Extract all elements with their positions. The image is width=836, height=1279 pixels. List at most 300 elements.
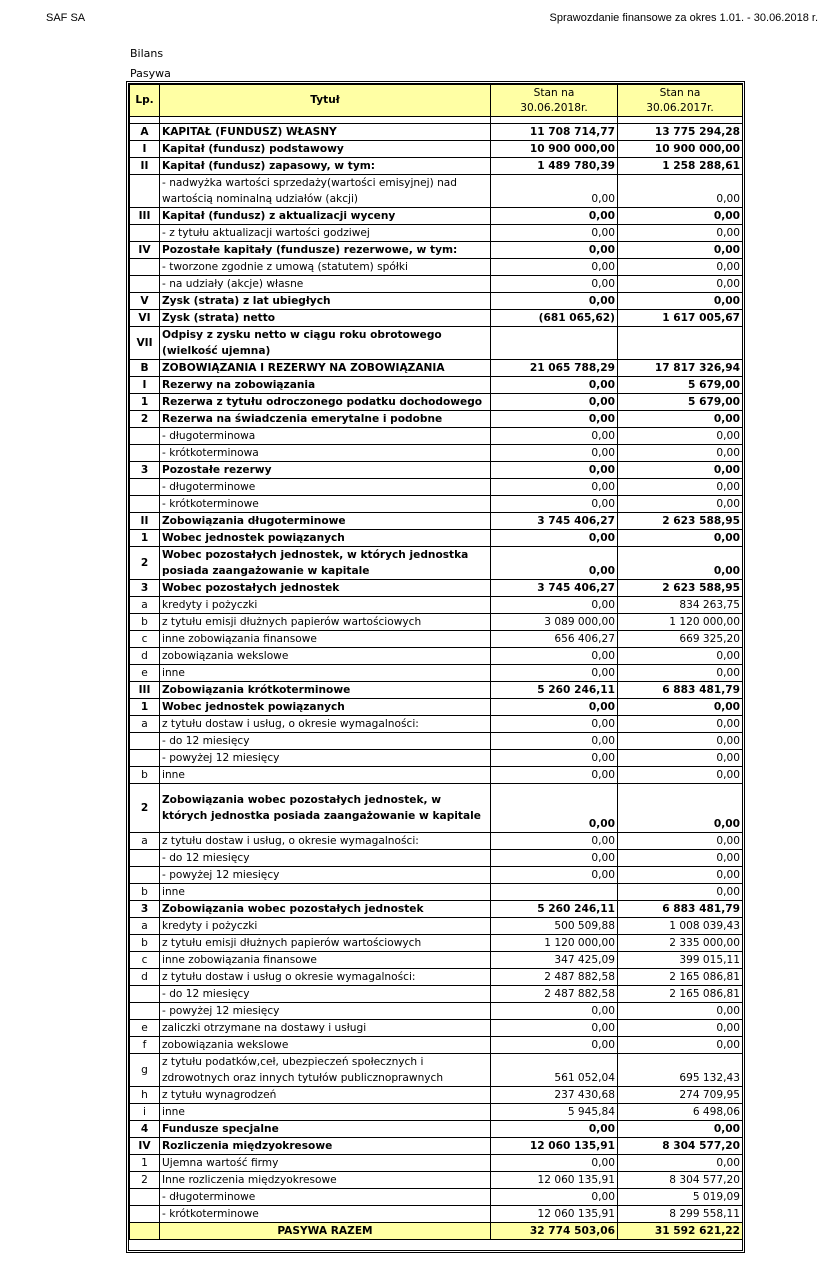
table-row: [130, 411, 743, 428]
balance-table-frame: [126, 81, 745, 1253]
row-value-2018: 12 060 135,91: [491, 1138, 618, 1155]
row-value-2017: 0,00: [618, 648, 743, 665]
row-value-2017: 0,00: [618, 1003, 743, 1020]
row-lp-cell: 2: [130, 784, 160, 833]
row-value-2017: 0,00: [618, 784, 743, 833]
table-row: [130, 445, 743, 462]
row-lp-cell: e: [130, 665, 160, 682]
row-lp-cell: [130, 496, 160, 513]
row-title-cell: Rezerwa na świadczenia emerytalne i podobne: [160, 411, 491, 428]
row-lp-cell: [130, 750, 160, 767]
table-row: [130, 310, 743, 327]
row-lp-cell: I: [130, 141, 160, 158]
table-row: [130, 631, 743, 648]
row-value-2017: 0,00: [618, 867, 743, 884]
row-value-2017: 0,00: [618, 276, 743, 293]
row-value-2017: 0,00: [618, 750, 743, 767]
table-row: [130, 377, 743, 394]
table-row: [130, 428, 743, 445]
table-row: [130, 918, 743, 935]
row-lp-cell: [130, 1003, 160, 1020]
row-lp-cell: IV: [130, 242, 160, 259]
row-value-2017: 834 263,75: [618, 597, 743, 614]
row-value-2018: [491, 884, 618, 901]
row-value-2017: 0,00: [618, 716, 743, 733]
row-title-cell: Zobowiązania długoterminowe: [160, 513, 491, 530]
row-title-cell: - powyżej 12 miesięcy: [160, 867, 491, 884]
row-lp-cell: [130, 225, 160, 242]
row-value-2017: 0,00: [618, 884, 743, 901]
row-value-2018: 0,00: [491, 259, 618, 276]
row-value-2018: 0,00: [491, 1121, 618, 1138]
total-row: [130, 1223, 743, 1240]
row-value-2017: 0,00: [618, 445, 743, 462]
table-row: [130, 935, 743, 952]
row-value-2018: 21 065 788,29: [491, 360, 618, 377]
row-value-2018: 10 900 000,00: [491, 141, 618, 158]
row-value-2017: 0,00: [618, 767, 743, 784]
row-lp-cell: [130, 479, 160, 496]
row-value-2018: 0,00: [491, 850, 618, 867]
row-title-cell: Odpisy z zysku netto w ciągu roku obrotowego (wielkość ujemna): [160, 327, 491, 360]
row-lp-cell: [130, 259, 160, 276]
table-row: [130, 1138, 743, 1155]
row-value-2017: 8 304 577,20: [618, 1138, 743, 1155]
row-value-2018: 12 060 135,91: [491, 1172, 618, 1189]
row-title-cell: ZOBOWIĄZANIA I REZERWY NA ZOBOWIĄZANIA: [160, 360, 491, 377]
col-2018-header-line1: Stan na: [533, 86, 575, 99]
row-title-cell: Zysk (strata) netto: [160, 310, 491, 327]
row-value-2017: 0,00: [618, 1037, 743, 1054]
row-lp-cell: II: [130, 513, 160, 530]
row-title-cell: - krótkoterminowa: [160, 445, 491, 462]
row-value-2017: 2 165 086,81: [618, 969, 743, 986]
row-lp-cell: III: [130, 682, 160, 699]
row-value-2017: 5 679,00: [618, 377, 743, 394]
row-title-cell: Rezerwy na zobowiązania: [160, 377, 491, 394]
row-title-cell: inne: [160, 884, 491, 901]
row-value-2018: 0,00: [491, 784, 618, 833]
row-title-cell: kredyty i pożyczki: [160, 597, 491, 614]
table-row: [130, 259, 743, 276]
row-title-cell: Rozliczenia międzyokresowe: [160, 1138, 491, 1155]
row-title-cell: - nadwyżka wartości sprzedaży(wartości emisyjnej) nad wartością nominalną udziałów (akcji): [160, 175, 491, 208]
row-value-2017: 2 165 086,81: [618, 986, 743, 1003]
row-value-2017: [618, 327, 743, 360]
row-lp-cell: b: [130, 884, 160, 901]
row-title-cell: zobowiązania wekslowe: [160, 1037, 491, 1054]
row-value-2018: 3 089 000,00: [491, 614, 618, 631]
table-row: [130, 952, 743, 969]
row-value-2017: 0,00: [618, 259, 743, 276]
table-row: [130, 986, 743, 1003]
total-value-2018: 32 774 503,06: [491, 1223, 618, 1240]
row-title-cell: kredyty i pożyczki: [160, 918, 491, 935]
row-lp-cell: b: [130, 935, 160, 952]
table-row: [130, 208, 743, 225]
row-value-2017: 0,00: [618, 496, 743, 513]
row-value-2017: 8 299 558,11: [618, 1206, 743, 1223]
row-lp-cell: b: [130, 614, 160, 631]
row-value-2017: 669 325,20: [618, 631, 743, 648]
row-value-2017: 695 132,43: [618, 1054, 743, 1087]
row-value-2017: 0,00: [618, 225, 743, 242]
row-value-2018: 0,00: [491, 699, 618, 716]
row-title-cell: Zysk (strata) z lat ubiegłych: [160, 293, 491, 310]
row-value-2018: 0,00: [491, 1020, 618, 1037]
table-row: [130, 716, 743, 733]
row-value-2018: 0,00: [491, 208, 618, 225]
row-value-2018: [491, 327, 618, 360]
row-lp-cell: 3: [130, 901, 160, 918]
row-title-cell: inne: [160, 1104, 491, 1121]
row-title-cell: z tytułu podatków,ceł, ubezpieczeń społecznych i zdrowotnych oraz innych tytułów publicznoprawnych: [160, 1054, 491, 1087]
table-row: [130, 1003, 743, 1020]
row-value-2017: 399 015,11: [618, 952, 743, 969]
row-title-cell: - długoterminowe: [160, 479, 491, 496]
row-value-2017: 5 679,00: [618, 394, 743, 411]
table-row: [130, 1206, 743, 1223]
table-row: [130, 833, 743, 850]
row-value-2017: 2 623 588,95: [618, 580, 743, 597]
row-lp-cell: [130, 850, 160, 867]
row-title-cell: - do 12 miesięcy: [160, 733, 491, 750]
row-value-2018: 0,00: [491, 530, 618, 547]
row-lp-cell: 1: [130, 530, 160, 547]
total-label: PASYWA RAZEM: [160, 1223, 491, 1240]
row-lp-cell: a: [130, 716, 160, 733]
row-lp-cell: [130, 445, 160, 462]
row-title-cell: - długoterminowe: [160, 1189, 491, 1206]
row-value-2017: 17 817 326,94: [618, 360, 743, 377]
row-title-cell: Wobec jednostek powiązanych: [160, 699, 491, 716]
col-title-header: Tytuł: [160, 85, 491, 117]
row-lp-cell: c: [130, 631, 160, 648]
row-value-2017: 0,00: [618, 175, 743, 208]
table-row: [130, 767, 743, 784]
row-value-2017: 0,00: [618, 479, 743, 496]
row-value-2018: 0,00: [491, 496, 618, 513]
table-row: [130, 513, 743, 530]
row-value-2017: 0,00: [618, 733, 743, 750]
row-title-cell: Pozostałe kapitały (fundusze) rezerwowe, w tym:: [160, 242, 491, 259]
row-value-2018: 0,00: [491, 648, 618, 665]
row-value-2017: 1 258 288,61: [618, 158, 743, 175]
row-lp-cell: a: [130, 918, 160, 935]
row-value-2018: 0,00: [491, 1189, 618, 1206]
table-row: [130, 462, 743, 479]
row-value-2017: 2 335 000,00: [618, 935, 743, 952]
table-row: [130, 901, 743, 918]
table-row: [130, 225, 743, 242]
col-2018-header: [491, 85, 618, 117]
row-title-cell: KAPITAŁ (FUNDUSZ) WŁASNY: [160, 124, 491, 141]
row-lp-cell: 2: [130, 547, 160, 580]
row-value-2017: 2 623 588,95: [618, 513, 743, 530]
col-2018-header-line2: 30.06.2018r.: [520, 101, 588, 114]
row-value-2018: 0,00: [491, 547, 618, 580]
row-value-2017: 0,00: [618, 699, 743, 716]
row-value-2018: 3 745 406,27: [491, 513, 618, 530]
table-row: [130, 547, 743, 580]
row-lp-cell: i: [130, 1104, 160, 1121]
table-body: [130, 117, 743, 1240]
row-value-2017: 0,00: [618, 1020, 743, 1037]
row-value-2018: 0,00: [491, 1003, 618, 1020]
row-value-2017: 6 498,06: [618, 1104, 743, 1121]
table-row: [130, 884, 743, 901]
col-2017-header: [618, 85, 743, 117]
row-lp-cell: 1: [130, 699, 160, 716]
row-title-cell: - na udziały (akcje) własne: [160, 276, 491, 293]
row-value-2018: 0,00: [491, 293, 618, 310]
row-title-cell: z tytułu dostaw i usług, o okresie wymagalności:: [160, 716, 491, 733]
row-title-cell: inne: [160, 665, 491, 682]
row-lp-cell: [130, 1206, 160, 1223]
row-value-2018: 2 487 882,58: [491, 986, 618, 1003]
row-title-cell: Kapitał (fundusz) podstawowy: [160, 141, 491, 158]
row-title-cell: Zobowiązania krótkoterminowe: [160, 682, 491, 699]
spacer-row: [130, 117, 743, 124]
row-value-2018: 561 052,04: [491, 1054, 618, 1087]
row-value-2018: 11 708 714,77: [491, 124, 618, 141]
row-lp-cell: B: [130, 360, 160, 377]
row-lp-cell: g: [130, 1054, 160, 1087]
row-title-cell: z tytułu emisji dłużnych papierów wartościowych: [160, 935, 491, 952]
table-row: [130, 293, 743, 310]
row-value-2018: 1 120 000,00: [491, 935, 618, 952]
table-row: [130, 479, 743, 496]
row-title-cell: zobowiązania wekslowe: [160, 648, 491, 665]
row-title-cell: Kapitał (fundusz) zapasowy, w tym:: [160, 158, 491, 175]
row-lp-cell: [130, 428, 160, 445]
table-row: [130, 1037, 743, 1054]
table-row: [130, 1189, 743, 1206]
row-value-2018: 0,00: [491, 377, 618, 394]
spacer-cell: [160, 117, 491, 124]
table-row: [130, 1104, 743, 1121]
table-row: [130, 733, 743, 750]
row-lp-cell: [130, 733, 160, 750]
row-value-2017: 274 709,95: [618, 1087, 743, 1104]
row-lp-cell: 4: [130, 1121, 160, 1138]
row-title-cell: inne: [160, 767, 491, 784]
row-value-2018: 500 509,88: [491, 918, 618, 935]
table-row: [130, 124, 743, 141]
row-title-cell: zaliczki otrzymane na dostawy i usługi: [160, 1020, 491, 1037]
row-lp-cell: [130, 175, 160, 208]
balance-table: [129, 84, 743, 1240]
row-value-2018: 0,00: [491, 242, 618, 259]
row-title-cell: - krótkoterminowe: [160, 496, 491, 513]
row-value-2018: 656 406,27: [491, 631, 618, 648]
row-value-2017: 1 120 000,00: [618, 614, 743, 631]
row-value-2017: 0,00: [618, 242, 743, 259]
row-title-cell: Kapitał (fundusz) z aktualizacji wyceny: [160, 208, 491, 225]
row-value-2017: 0,00: [618, 208, 743, 225]
row-value-2018: 0,00: [491, 428, 618, 445]
row-value-2018: 12 060 135,91: [491, 1206, 618, 1223]
row-lp-cell: h: [130, 1087, 160, 1104]
row-lp-cell: VI: [130, 310, 160, 327]
row-value-2018: 0,00: [491, 767, 618, 784]
table-row: [130, 614, 743, 631]
row-value-2017: 1 617 005,67: [618, 310, 743, 327]
table-row: [130, 158, 743, 175]
row-value-2018: 0,00: [491, 750, 618, 767]
table-row: [130, 276, 743, 293]
table-row: [130, 699, 743, 716]
row-lp-cell: IV: [130, 1138, 160, 1155]
total-value-2017: 31 592 621,22: [618, 1223, 743, 1240]
table-row: [130, 580, 743, 597]
row-lp-cell: 2: [130, 411, 160, 428]
row-value-2018: 0,00: [491, 462, 618, 479]
row-lp-cell: 1: [130, 394, 160, 411]
row-lp-cell: [130, 867, 160, 884]
col-2017-header-line1: Stan na: [659, 86, 701, 99]
company-name: SAF SA: [46, 12, 86, 24]
table-row: [130, 242, 743, 259]
table-row: [130, 1121, 743, 1138]
row-value-2018: 0,00: [491, 1155, 618, 1172]
table-row: [130, 1155, 743, 1172]
row-value-2018: 5 945,84: [491, 1104, 618, 1121]
table-row: [130, 750, 743, 767]
table-row: [130, 1020, 743, 1037]
table-row: [130, 682, 743, 699]
table-row: [130, 648, 743, 665]
row-lp-cell: V: [130, 293, 160, 310]
row-value-2017: 0,00: [618, 462, 743, 479]
row-title-cell: z tytułu dostaw i usług o okresie wymagalności:: [160, 969, 491, 986]
row-value-2017: 0,00: [618, 665, 743, 682]
spacer-cell: [491, 117, 618, 124]
row-value-2018: 0,00: [491, 1037, 618, 1054]
report-title: Sprawozdanie finansowe za okres 1.01. - 30.06.2018 r.: [549, 12, 818, 24]
table-row: [130, 867, 743, 884]
row-lp-cell: f: [130, 1037, 160, 1054]
col-lp-header: Lp.: [130, 85, 160, 117]
col-2017-header-line2: 30.06.2017r.: [646, 101, 714, 114]
row-value-2017: 6 883 481,79: [618, 682, 743, 699]
row-lp-cell: a: [130, 833, 160, 850]
row-title-cell: z tytułu wynagrodzeń: [160, 1087, 491, 1104]
row-value-2018: 237 430,68: [491, 1087, 618, 1104]
row-value-2018: 0,00: [491, 394, 618, 411]
row-lp-cell: e: [130, 1020, 160, 1037]
row-value-2018: 0,00: [491, 665, 618, 682]
row-title-cell: inne zobowiązania finansowe: [160, 952, 491, 969]
row-value-2018: 0,00: [491, 479, 618, 496]
row-lp-cell: d: [130, 969, 160, 986]
row-value-2018: 1 489 780,39: [491, 158, 618, 175]
row-lp-cell: a: [130, 597, 160, 614]
row-title-cell: - do 12 miesięcy: [160, 850, 491, 867]
row-title-cell: inne zobowiązania finansowe: [160, 631, 491, 648]
row-title-cell: Pozostałe rezerwy: [160, 462, 491, 479]
table-row: [130, 784, 743, 833]
row-lp-cell: 2: [130, 1172, 160, 1189]
row-value-2017: 0,00: [618, 833, 743, 850]
row-title-cell: z tytułu emisji dłużnych papierów wartościowych: [160, 614, 491, 631]
table-row: [130, 665, 743, 682]
row-value-2018: 2 487 882,58: [491, 969, 618, 986]
row-title-cell: Inne rozliczenia międzyokresowe: [160, 1172, 491, 1189]
row-value-2017: 0,00: [618, 411, 743, 428]
row-value-2017: 0,00: [618, 1155, 743, 1172]
row-value-2018: 0,00: [491, 833, 618, 850]
table-row: [130, 597, 743, 614]
spacer-cell: [618, 117, 743, 124]
row-value-2017: 13 775 294,28: [618, 124, 743, 141]
row-lp-cell: 3: [130, 462, 160, 479]
row-value-2018: 0,00: [491, 175, 618, 208]
row-value-2018: 0,00: [491, 276, 618, 293]
row-title-cell: - do 12 miesięcy: [160, 986, 491, 1003]
row-value-2018: 0,00: [491, 733, 618, 750]
row-lp-cell: [130, 1189, 160, 1206]
row-lp-cell: d: [130, 648, 160, 665]
row-title-cell: - długoterminowa: [160, 428, 491, 445]
row-value-2017: 0,00: [618, 1121, 743, 1138]
row-lp-cell: [130, 986, 160, 1003]
table-row: [130, 360, 743, 377]
row-lp-cell: b: [130, 767, 160, 784]
row-value-2017: 8 304 577,20: [618, 1172, 743, 1189]
row-lp-cell: [130, 276, 160, 293]
row-value-2018: (681 065,62): [491, 310, 618, 327]
row-lp-cell: III: [130, 208, 160, 225]
row-title-cell: Rezerwa z tytułu odroczonego podatku dochodowego: [160, 394, 491, 411]
row-title-cell: z tytułu dostaw i usług, o okresie wymagalności:: [160, 833, 491, 850]
total-lp-cell: [130, 1223, 160, 1240]
row-title-cell: Zobowiązania wobec pozostałych jednostek, w których jednostka posiada zaangażowanie w kapitale: [160, 784, 491, 833]
table-row: [130, 969, 743, 986]
table-row: [130, 496, 743, 513]
row-title-cell: Fundusze specjalne: [160, 1121, 491, 1138]
row-title-cell: Ujemna wartość firmy: [160, 1155, 491, 1172]
row-value-2017: 10 900 000,00: [618, 141, 743, 158]
row-title-cell: - tworzone zgodnie z umową (statutem) spółki: [160, 259, 491, 276]
section-title: Bilans: [130, 47, 164, 60]
row-value-2018: 0,00: [491, 225, 618, 242]
row-value-2018: 0,00: [491, 411, 618, 428]
row-lp-cell: II: [130, 158, 160, 175]
table-row: [130, 175, 743, 208]
row-value-2017: 0,00: [618, 850, 743, 867]
row-value-2017: 0,00: [618, 428, 743, 445]
table-row: [130, 1087, 743, 1104]
row-value-2018: 0,00: [491, 597, 618, 614]
row-value-2017: 6 883 481,79: [618, 901, 743, 918]
row-value-2017: 1 008 039,43: [618, 918, 743, 935]
table-row: [130, 1054, 743, 1087]
row-lp-cell: A: [130, 124, 160, 141]
table-row: [130, 394, 743, 411]
row-title-cell: - powyżej 12 miesięcy: [160, 1003, 491, 1020]
row-value-2018: 0,00: [491, 445, 618, 462]
row-lp-cell: c: [130, 952, 160, 969]
table-row: [130, 141, 743, 158]
row-title-cell: - z tytułu aktualizacji wartości godziwej: [160, 225, 491, 242]
table-row: [130, 327, 743, 360]
row-value-2018: 5 260 246,11: [491, 682, 618, 699]
table-row: [130, 850, 743, 867]
row-lp-cell: 3: [130, 580, 160, 597]
row-title-cell: Wobec pozostałych jednostek: [160, 580, 491, 597]
row-lp-cell: 1: [130, 1155, 160, 1172]
